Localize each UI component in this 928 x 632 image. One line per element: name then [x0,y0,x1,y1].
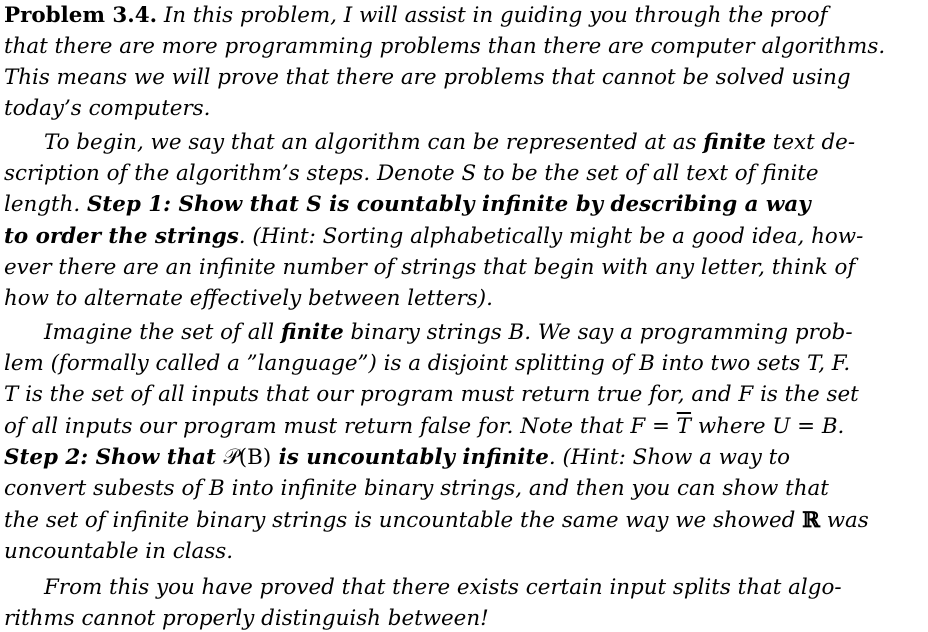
para2-line-2 [4,158,819,189]
problem-label: Problem 3.4. [4,3,158,28]
para2-text-6: how to alternate effectively between letters). [4,286,493,311]
problem-text-3: This means we will prove that there are problems that cannot be solved using [4,65,851,90]
para3-text-2: lem (formally called a ”language”) is a disjoint splitting of B into two sets T, F. [4,351,851,376]
problem-line-3 [4,62,851,93]
para3-line-8 [4,536,233,567]
problem-text-1: In this problem, I will assist in guiding you through the proof [157,3,828,28]
para3-line-7 [4,505,869,536]
para3-line-4 [4,411,844,442]
para2-line-3 [4,189,811,220]
para3-text-3: T is the set of all inputs that our program must return true for, and F is the set [4,382,859,407]
para2-finite-bold: finite [703,130,766,155]
para2-line-1 [44,127,855,158]
para3-text-8: uncountable in class. [4,539,234,564]
para2-text-5: ever there are an infinite number of strings that begin with any letter, think of [4,255,856,280]
para3-finite-bold: finite [280,320,344,345]
para2-text-2: scription of the algorithm’s steps. Denote S to be the set of all text of finite [4,161,819,186]
para2-text-1-end: text de- [765,130,856,155]
power-set-symbol: 𝒫(B) [223,445,272,470]
problem-document [4,0,918,632]
para4-text-2: rithms cannot properly distinguish between! [4,606,489,631]
para3-text-1b: binary strings B. We say a programming prob- [343,320,853,345]
para3-line-6 [4,473,829,504]
para4-line-1 [44,572,842,603]
para3-text-7a: the set of infinite binary strings is uncountable the same way we showed [4,508,803,533]
para2-text-1: To begin, we say that an algorithm can be represented at as [44,130,704,155]
problem-text-2: that there are more programming problems than there are computer algorithms. [4,34,886,59]
para3-line-3 [4,379,859,410]
step-1-heading: Step 1: Show that S is countably infinite by describing a way [86,192,811,217]
para2-text-4: . (Hint: Sorting alphabetically might be a good idea, how- [238,224,864,249]
para2-text-3: length. [4,192,87,217]
para3-text-4a: of all inputs our program must return false for. Note that F = [4,414,677,439]
step-2-heading-cont: is uncountably infinite [271,445,549,470]
para3-text-1a: Imagine the set of all [44,320,281,345]
t-complement: $\overline{T}$ [676,414,692,439]
para2-line-5 [4,252,855,283]
para2-line-6 [4,283,493,314]
para4-text-1: From this you have proved that there exists certain input splits that algo- [44,575,842,600]
para3-text-5: . (Hint: Show a way to [548,445,791,470]
para2-line-4 [4,221,863,252]
para3-line-1 [44,317,853,348]
para3-text-6: convert subests of B into infinite binary strings, and then you can show that [4,476,829,501]
step-2-heading: Step 2: Show that [4,445,224,470]
reals-symbol: ℝ [802,508,820,533]
para4-line-2 [4,603,489,632]
problem-line-1 [4,0,828,31]
problem-text-4: today’s computers. [4,96,211,121]
step-1-heading-cont: to order the strings [4,224,239,249]
problem-line-2 [4,31,885,62]
problem-line-4 [4,93,210,124]
para3-line-5 [4,442,790,473]
para3-text-7b: was [819,508,869,533]
para3-text-4b: where U = B. [691,414,845,439]
para3-line-2 [4,348,850,379]
